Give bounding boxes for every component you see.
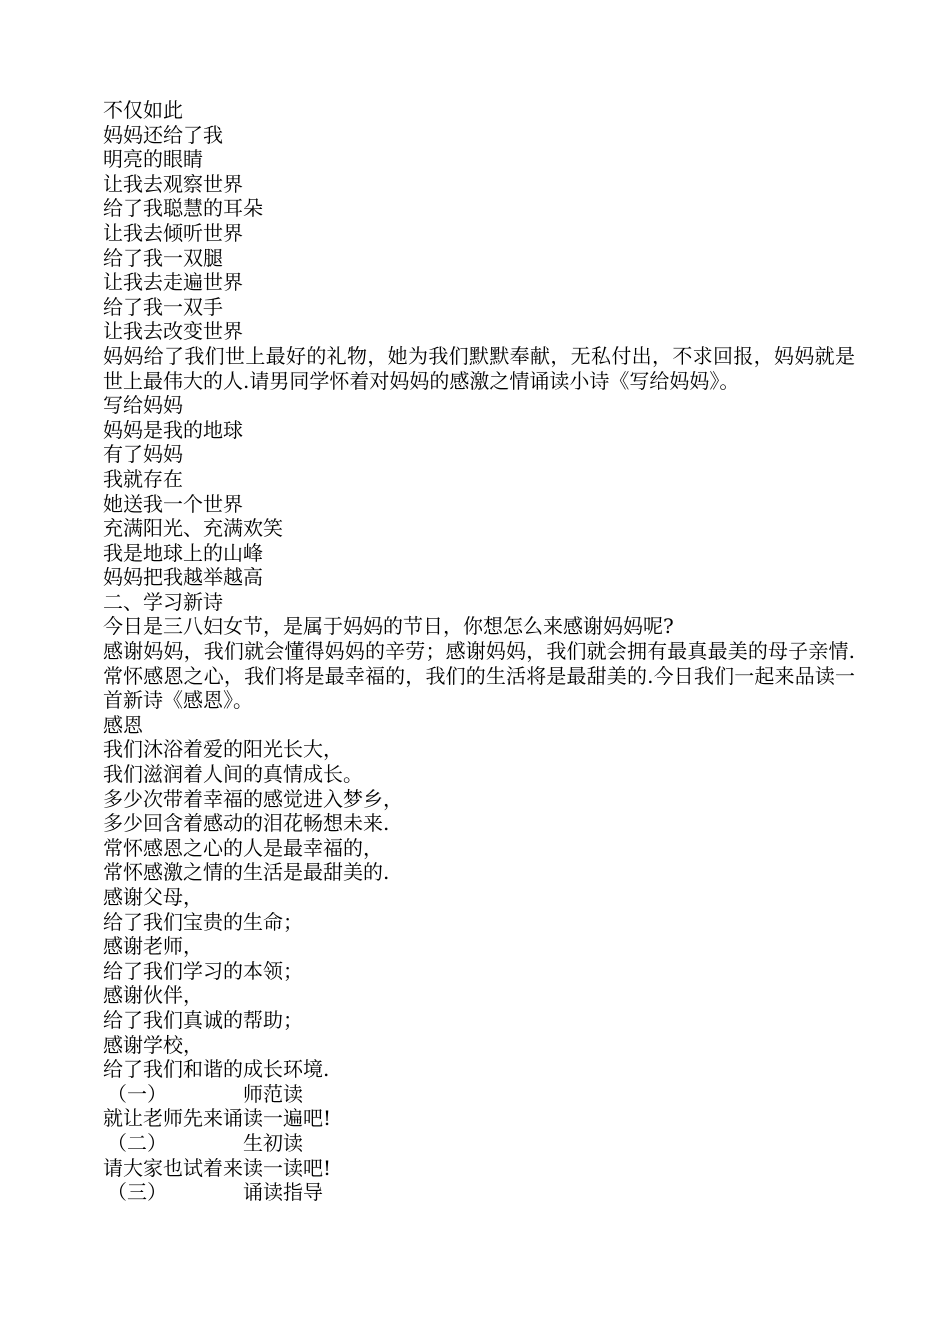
poem-line: 不仅如此 [103, 98, 183, 122]
poem-line: 多少回含着感动的泪花畅想未来. [103, 811, 390, 836]
poem-line: 让我去走遍世界 [103, 270, 243, 295]
poem-line: 常怀感恩之心的人是最幸福的， [103, 835, 383, 860]
poem-line: 明亮的眼睛 [103, 147, 203, 172]
document-page [103, 98, 855, 1205]
poem-title: 写给妈妈 [103, 393, 183, 418]
paragraph-womens-day: 今日是三八妇女节，是属于妈妈的节日，你想怎么来感谢妈妈呢? [103, 614, 674, 639]
poem-line: 我就存在 [103, 466, 183, 491]
poem-line: 感谢父母， [103, 885, 203, 909]
step-heading [103, 1082, 855, 1107]
poem-line: 我们滋润着人间的真情成长。 [103, 762, 363, 787]
poem-line: 有了妈妈 [103, 442, 183, 467]
step-number: （一） [107, 1081, 167, 1106]
poem-line: 多少次带着幸福的感觉进入梦乡， [103, 786, 403, 811]
poem-line: 妈妈是我的地球 [103, 417, 243, 442]
poem-line: 我们沐浴着爱的阳光长大， [103, 737, 343, 762]
poem-line: 让我去观察世界 [103, 171, 243, 196]
poem-line: 给了我们真诚的帮助； [103, 1007, 303, 1032]
poem-line: 常怀感激之情的生活是最甜美的. [103, 860, 390, 885]
poem-line: 让我去改变世界 [103, 319, 243, 344]
poem-line: 她送我一个世界 [103, 491, 243, 516]
poem-gratitude [103, 713, 855, 1082]
paragraph-gratitude-intro: 感谢妈妈，我们就会懂得妈妈的辛劳；感谢妈妈，我们就会拥有最真最美的母子亲情.常怀感恩之心，我们将是最幸福的，我们的生活将是最甜美的.今日我们一起来品读一首新诗《感恩》。 [103, 639, 855, 713]
step-title: 生初读 [243, 1130, 303, 1155]
poem-line: 给了我一双腿 [103, 245, 223, 270]
poem-line: 感谢伙伴， [103, 983, 203, 1008]
poem-line: 给了我一双手 [103, 294, 223, 319]
poem-line: 感谢学校， [103, 1032, 203, 1057]
poem-title: 感恩 [103, 712, 143, 737]
poem-line: 感谢老师， [103, 934, 203, 959]
poem-line: 给了我聪慧的耳朵 [103, 196, 263, 221]
step-title: 师范读 [243, 1081, 303, 1106]
step-number: （三） [107, 1180, 167, 1205]
step-heading [103, 1180, 855, 1205]
paragraph-mother-gift: 妈妈给了我们世上最好的礼物，她为我们默默奉献，无私付出，不求回报，妈妈就是世上最伟大的人.请男同学怀着对妈妈的感激之情诵读小诗《写给妈妈》。 [103, 343, 855, 393]
poem-line: 给了我们学习的本领； [103, 958, 303, 983]
poem-mother-gifts [103, 98, 855, 344]
poem-line: 我是地球上的山峰 [103, 540, 263, 565]
step-description: 就让老师先来诵读一遍吧! [103, 1106, 332, 1131]
poem-line: 充满阳光、充满欢笑 [103, 516, 283, 541]
section-heading: 二、学习新诗 [103, 589, 223, 614]
step-description: 请大家也试着来读一读吧! [103, 1155, 332, 1180]
step-title: 诵读指导 [243, 1180, 323, 1205]
poem-line: 给了我们和谐的成长环境. [103, 1057, 330, 1082]
step-heading [103, 1131, 855, 1156]
reading-steps [103, 1082, 855, 1205]
poem-line: 妈妈把我越举越高 [103, 565, 263, 590]
poem-line: 让我去倾听世界 [103, 220, 243, 245]
step-number: （二） [107, 1130, 167, 1155]
poem-write-to-mother [103, 393, 855, 590]
poem-line: 给了我们宝贵的生命； [103, 909, 303, 934]
poem-line: 妈妈还给了我 [103, 122, 223, 147]
